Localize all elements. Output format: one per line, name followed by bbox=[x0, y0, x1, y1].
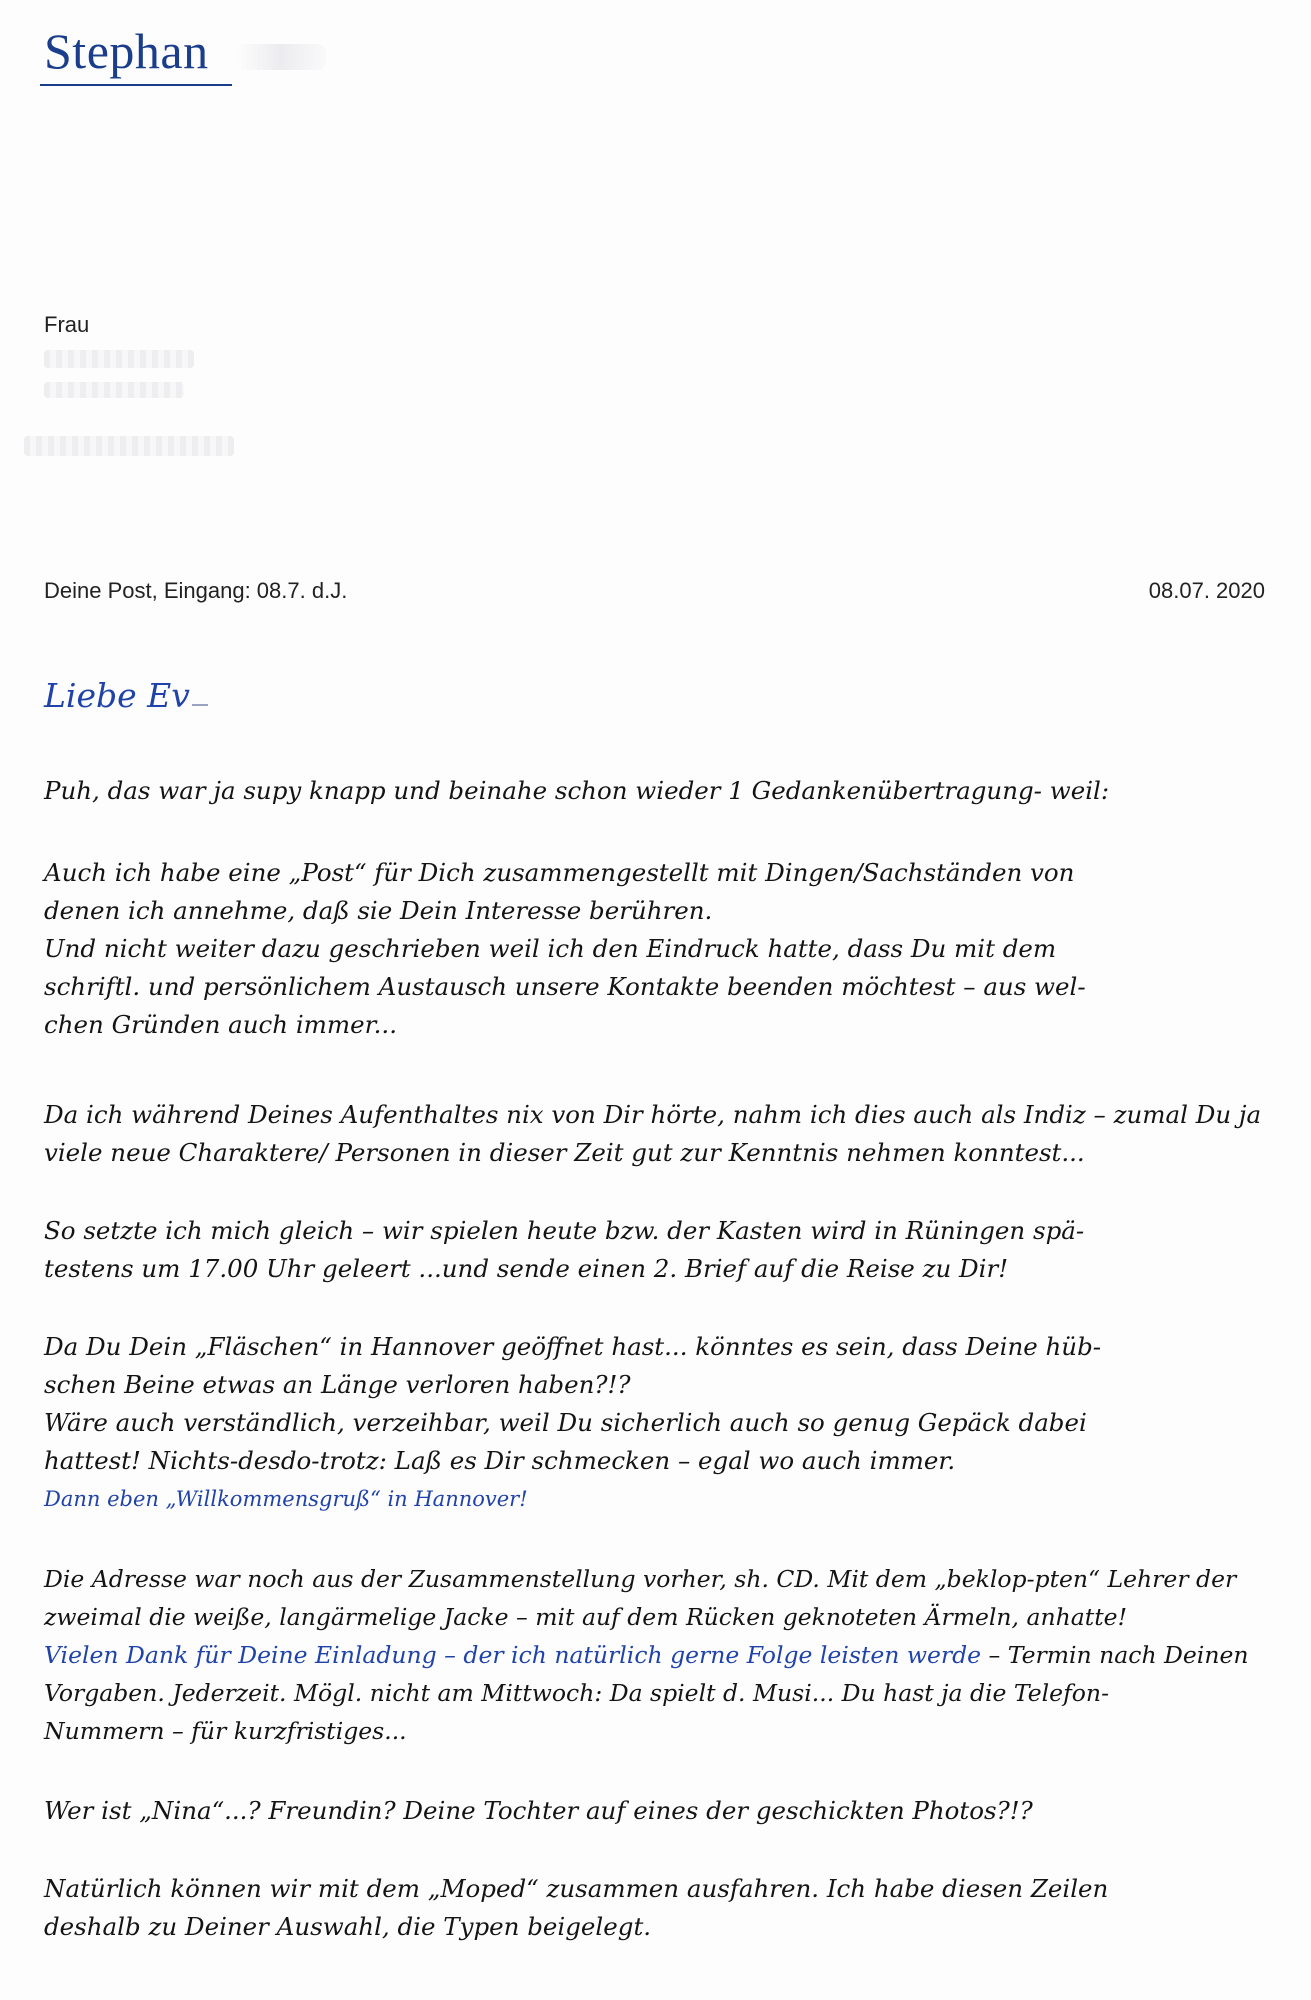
paragraph-line: Auch ich habe eine „Post“ für Dich zusammengestellt mit Dingen/Sachständen von bbox=[44, 858, 1075, 887]
paragraph-line: Nummern – für kurzfristiges... bbox=[44, 1717, 407, 1745]
recipient-salutation: Frau bbox=[44, 312, 90, 337]
paragraph-line: viele neue Charaktere/ Personen in dieser Zeit gut zur Kenntnis nehmen konntest... bbox=[44, 1138, 1085, 1167]
paragraph-line: denen ich annehme, daß sie Dein Interesse berühren. bbox=[44, 896, 713, 925]
paragraph-line: Puh, das war ja supy knapp und beinahe schon wieder 1 Gedankenübertragung- weil: bbox=[44, 776, 1110, 805]
paragraph-line bbox=[44, 1636, 1249, 1674]
paragraph-5 bbox=[44, 1328, 1101, 1518]
paragraph-line: chen Gründen auch immer... bbox=[44, 1010, 398, 1039]
paragraph-6 bbox=[44, 1560, 1249, 1750]
paragraph-4 bbox=[44, 1212, 1084, 1288]
paragraph-line: Die Adresse war noch aus der Zusammenstellung vorher, sh. CD. Mit dem „beklop-pten“ Lehrer der bbox=[44, 1565, 1237, 1593]
paragraph-1 bbox=[44, 772, 1109, 810]
paragraph-line: Da Du Dein „Fläschen“ in Hannover geöffnet hast... könntes es sein, dass Deine hüb- bbox=[44, 1332, 1102, 1361]
invitation-thanks: Vielen Dank für Deine Einladung – der ich natürlich gerne Folge leisten werde bbox=[44, 1641, 982, 1669]
paragraph-line: deshalb zu Deiner Auswahl, die Typen beigelegt. bbox=[44, 1912, 652, 1941]
appointment-text: – Termin nach Deinen bbox=[981, 1641, 1249, 1669]
letter-date: 08.07. 2020 bbox=[1148, 578, 1265, 603]
paragraph-line: Da ich während Deines Aufenthaltes nix von Dir hörte, nahm ich dies auch als Indiz – zumal Du ja bbox=[44, 1100, 1262, 1129]
paragraph-8 bbox=[44, 1870, 1108, 1946]
paragraph-line: testens um 17.00 Uhr geleert ...und sende einen 2. Brief auf die Reise zu Dir! bbox=[44, 1254, 1009, 1283]
greeting: Liebe Ev bbox=[44, 676, 190, 715]
paragraph-line: Vorgaben. Jederzeit. Mögl. nicht am Mittwoch: Da spielt d. Musi... Du hast ja die Telefon- bbox=[44, 1679, 1110, 1707]
redacted-recipient-city bbox=[24, 436, 234, 456]
paragraph-line: schriftl. und persönlichem Austausch unsere Kontakte beenden möchtest – aus wel- bbox=[44, 972, 1086, 1001]
paragraph-line: So setzte ich mich gleich – wir spielen heute bzw. der Kasten wird in Rüningen spä- bbox=[44, 1216, 1085, 1245]
paragraph-2 bbox=[44, 854, 1086, 1044]
redacted-sender-surname bbox=[236, 44, 326, 70]
sender-name: Stephan bbox=[44, 23, 209, 79]
paragraph-line: hattest! Nichts-desdo-trotz: Laß es Dir schmecken – egal wo auch immer. bbox=[44, 1446, 956, 1475]
paragraph-line: zweimal die weiße, langärmelige Jacke – mit auf dem Rücken geknoteten Ärmeln, anhatte! bbox=[44, 1603, 1128, 1631]
paragraph-7 bbox=[44, 1792, 1033, 1830]
redacted-recipient-street bbox=[44, 382, 184, 398]
welcome-line: Dann eben „Willkommensgruß“ in Hannover! bbox=[44, 1487, 528, 1511]
sender-underline bbox=[40, 84, 232, 86]
redacted-recipient-name bbox=[44, 350, 194, 368]
paragraph-3 bbox=[44, 1096, 1261, 1172]
paragraph-line: schen Beine etwas an Länge verloren haben?!? bbox=[44, 1370, 631, 1399]
reference-line: Deine Post, Eingang: 08.7. d.J. bbox=[44, 578, 348, 603]
paragraph-line: Natürlich können wir mit dem „Moped“ zusammen ausfahren. Ich habe diesen Zeilen bbox=[44, 1874, 1109, 1903]
paragraph-line: Wäre auch verständlich, verzeihbar, weil Du sicherlich auch so genug Gepäck dabei bbox=[44, 1408, 1087, 1437]
paragraph-line: Wer ist „Nina“...? Freundin? Deine Tochter auf eines der geschickten Photos?!? bbox=[44, 1796, 1033, 1825]
paragraph-line: Und nicht weiter dazu geschrieben weil ich den Eindruck hatte, dass Du mit dem bbox=[44, 934, 1057, 963]
greeting-dash bbox=[192, 704, 208, 706]
